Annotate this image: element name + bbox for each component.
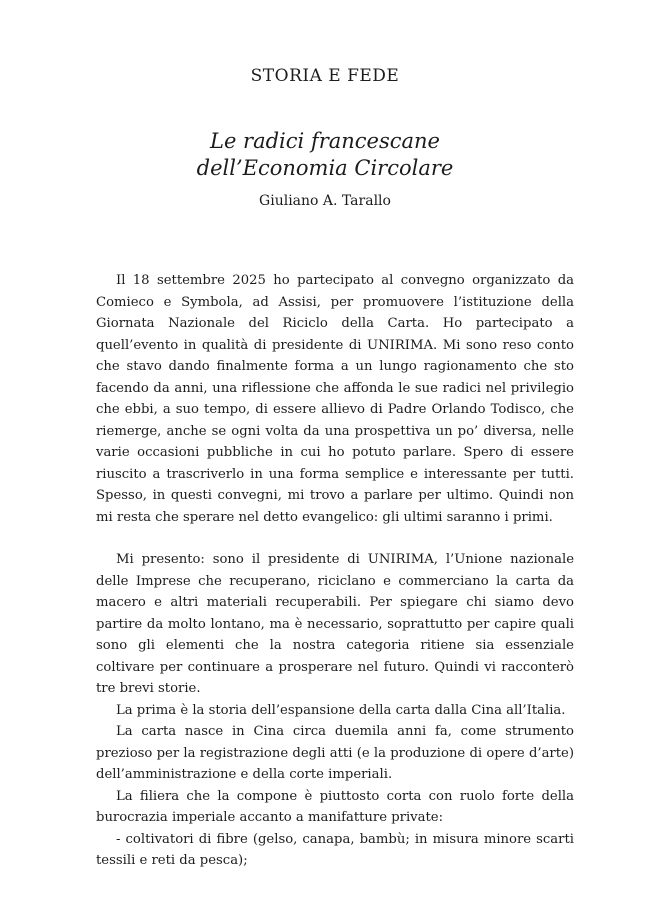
paragraph: La carta nasce in Cina circa duemila anni fa, come strumento prezioso per la registrazione degli atti (e la produzione di opere d’arte) dell’amministrazione e della corte imperiali. xyxy=(96,724,574,782)
paragraph: Il 18 settembre 2025 ho partecipato al convegno organizzato da Comieco e Symbola, ad Assisi, per promuovere l’istituzione della Giornata Nazionale del Riciclo della Carta. Ho partecipato a quell’evento in qualità di presidente di UNIRIMA. Mi sono reso conto che stavo dando finalmente forma a un lungo ragionamento che sto facendo da anni, una riflessione che affonda le sue radici nel privilegio che ebbi, a suo tempo, di essere allievo di Padre Orlando Todisco, che riemerge, anche se ogni volta da una prospettiva un po’ diversa, nelle varie occasioni pubbliche in cui ho potuto parlare. Spero di essere riuscito a trascriverlo in una forma semplice e interessante per tutti. Spesso, in questi convegni, mi trovo a parlare per ultimo. Quindi non mi resta che sperare nel detto evangelico: gli ultimi saranno i primi. xyxy=(96,273,574,525)
paragraph: Mi presento: sono il presidente di UNIRIMA, l’Unione nazionale delle Imprese che recuperano, riciclano e commerciano la carta da macero e altri materiali recuperabili. Per spiegare chi siamo devo partire da molto lontano, ma è necessario, soprattutto per capire quali sono gli elementi che la nostra categoria ritiene sia essenziale coltivare per continuare a prosperare nel futuro. Quindi vi racconterò tre brevi storie. xyxy=(96,552,574,696)
article-title-line-1: Le radici francescane xyxy=(210,129,440,153)
section-label: STORIA E FEDE xyxy=(250,66,400,86)
article-title xyxy=(0,128,650,182)
paragraph: La prima è la storia dell’espansione della carta dalla Cina all’Italia. xyxy=(116,702,566,718)
article-body xyxy=(96,270,574,872)
list-item: - coltivatori di fibre (gelso, canapa, bambù; in misura minore scarti tessili e reti da pesca); xyxy=(96,831,574,868)
paragraph: La filiera che la compone è piuttosto corta con ruolo forte della burocrazia imperiale accanto a manifatture private: xyxy=(96,788,574,825)
author-name: Giuliano A. Tarallo xyxy=(259,193,391,209)
article-title-line-2: dell’Economia Circolare xyxy=(196,156,454,180)
